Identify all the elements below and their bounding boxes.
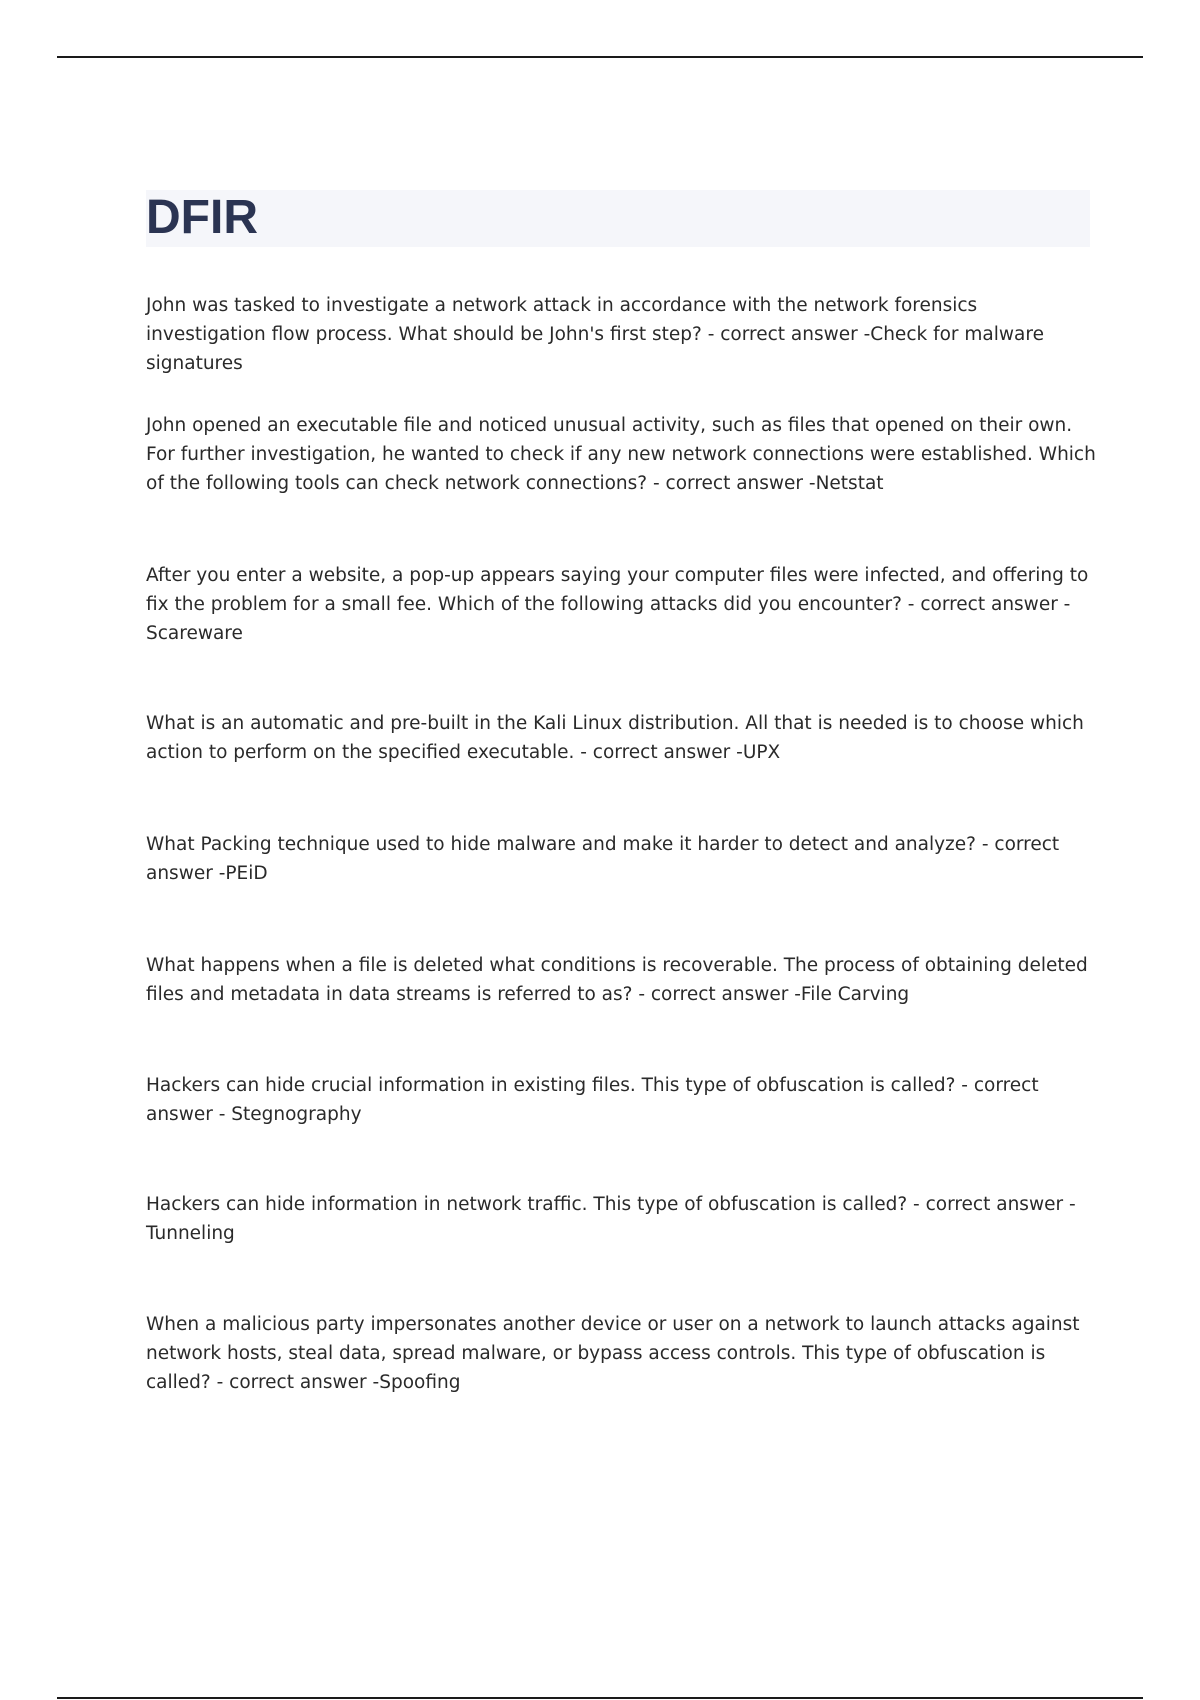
qa-item-7: Hackers can hide crucial information in existing files. This type of obfuscation is called? - correct answer - Stegnography bbox=[146, 1075, 1039, 1125]
top-rule bbox=[57, 56, 1143, 58]
qa-item-5: What Packing technique used to hide malware and make it harder to detect and analyze? - correct answer -PEiD bbox=[146, 834, 1060, 884]
qa-item-6: What happens when a file is deleted what conditions is recoverable. The process of obtaining deleted files and metadata in data streams is referred to as? - correct answer -File Carving bbox=[146, 955, 1088, 1005]
qa-item-9: When a malicious party impersonates another device or user on a network to launch attacks against network hosts, steal data, spread malware, or bypass access controls. This type of obfuscation is called? - correct answer -Spoofing bbox=[146, 1314, 1080, 1393]
qa-item-4: What is an automatic and pre-built in the Kali Linux distribution. All that is needed is to choose which action to perform on the specified executable. - correct answer -UPX bbox=[146, 713, 1084, 763]
title-band bbox=[146, 190, 1090, 247]
qa-item-3: After you enter a website, a pop-up appears saying your computer files were infected, and offering to fix the problem for a small fee. Which of the following attacks did you encounter? - correct answer - Scareware bbox=[146, 565, 1089, 644]
document-title: DFIR bbox=[146, 191, 258, 244]
qa-item-1: John was tasked to investigate a network attack in accordance with the network forensics investigation flow process. What should be John's first step? - correct answer -Check for malware signatures bbox=[146, 295, 1044, 374]
qa-item-8: Hackers can hide information in network traffic. This type of obfuscation is called? - correct answer - Tunneling bbox=[146, 1194, 1076, 1244]
qa-item-2: John opened an executable file and noticed unusual activity, such as files that opened on their own. For further investigation, he wanted to check if any new network connections were established. Which of the following tools can check network connections? - correct answer -Netstat bbox=[146, 415, 1096, 494]
bottom-rule bbox=[57, 1697, 1143, 1699]
